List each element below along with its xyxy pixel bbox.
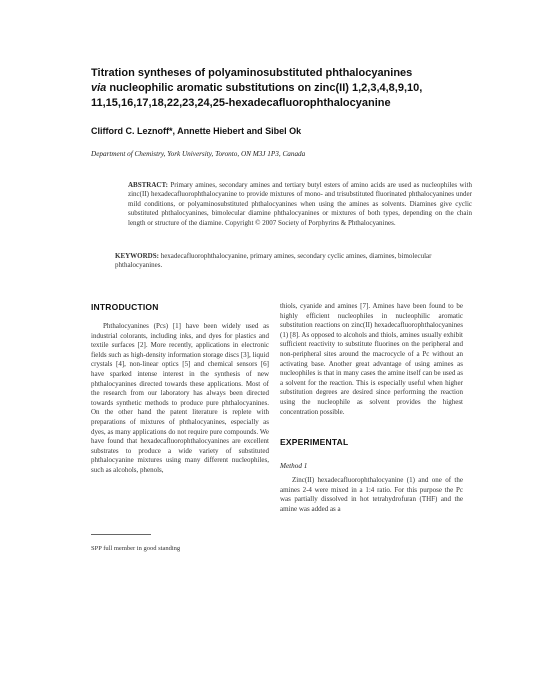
experimental-paragraph: Zinc(II) hexadecafluorophthalocyanine (1) and one of the amines 2-4 were mixed in a 1:4 ratio. For this purpose the Pc was partially dissolved in hot tetrahydrofuran (THF) and the amine was added as a	[280, 476, 463, 513]
introduction-paragraph-1: Phthalocyanines (Pcs) [1] have been widely used as industrial colorants, including inks, and dyes for plastics and textile surfaces [2]. More recently, applications in electronic fields such as high-density information storage discs [3], liquid crystals [4], non-linear optics [5] and chemical sensors [6] have sparked intense interest in the synthesis of new phthalocyanines directed towards these applications. Most of the research from our laboratory has always been directed towards synthetic methods to produce pure phthalocyanines. On the other hand the patent literature is replete with preparations of mixtures of phthalocyanines, especially as dyes, as many applications do not require pure compounds. We have found that hexadecafluorophthalocyanines are excellent substrates to produce a wide variety of substituted phthalocyanine mixtures using many different nucleophiles, such as alcohols, phenols,	[91, 322, 269, 474]
footnote: SPP full member in good standing	[91, 545, 181, 552]
introduction-paragraph-2: thiols, cyanide and amines [7]. Amines have been found to be highly efficient nucleophiles in nucleophilic aromatic substitution reactions on zinc(II) hexadecafluorophthalocyanines (1) [8]. As opposed to alcohols and thiols, amines usually exhibit sufficient reactivity to substitute fluorines on the peripheral and non-peripheral sites around the macrocycle of a Pc without an activating base. Another great advantage of using amines as nucleophiles is that in many cases the amine itself can be used as a solvent for the reaction. This is especially useful when higher substitution degrees are desired since performing the reaction using the nucleophile as solvent provides the highest concentration possible.	[280, 302, 463, 416]
title-line-3: 11,15,16,17,18,22,23,24,25-hexadecafluorophthalocyanine	[91, 97, 391, 109]
footnote-rule	[91, 534, 151, 535]
authors: Clifford C. Leznoff*, Annette Hiebert and Sibel Ok	[91, 126, 302, 136]
paper-title	[91, 66, 471, 111]
abstract	[128, 181, 472, 228]
experimental-heading: EXPERIMENTAL	[280, 437, 349, 447]
keywords-text: hexadecafluorophthalocyanine, primary amines, secondary cyclic amines, diamines, bimolecular phthalocyanines.	[115, 252, 432, 270]
abstract-text: Primary amines, secondary amines and tertiary butyl esters of amino acids are used as nucleophiles with zinc(II) hexadecafluorophthalocyanine to provide mixtures of mono- and trisubstituted fluorinated phthalocyanines under mild conditions, or polyaminosubstituted phthalocyanines when using the amines as solvents. Diamines give cyclic substituted phthalocyanines, bimolecular diamine phthalocyanines or mixtures of both types, depending on the chain length or structure of the diamine. Copyright © 2007 Society of Porphyrins & Phthalocyanines.	[128, 181, 472, 227]
title-line-1: Titration syntheses of polyaminosubstituted phthalocyanines	[91, 67, 413, 79]
introduction-heading: INTRODUCTION	[91, 302, 159, 312]
right-column	[280, 302, 463, 417]
keywords-label: KEYWORDS:	[115, 252, 159, 260]
method-heading: Method 1	[280, 462, 308, 470]
abstract-label: ABSTRACT:	[128, 181, 168, 189]
title-line-2	[91, 81, 471, 96]
left-column	[91, 322, 269, 530]
affiliation: Department of Chemistry, York University, Toronto, ON M3J 1P3, Canada	[91, 150, 306, 158]
title-line-2-rest: nucleophilic aromatic substitutions on zinc(II) 1,2,3,4,8,9,10,	[106, 82, 423, 94]
title-via: via	[91, 82, 107, 94]
keywords	[115, 252, 472, 271]
experimental-column	[280, 476, 463, 514]
